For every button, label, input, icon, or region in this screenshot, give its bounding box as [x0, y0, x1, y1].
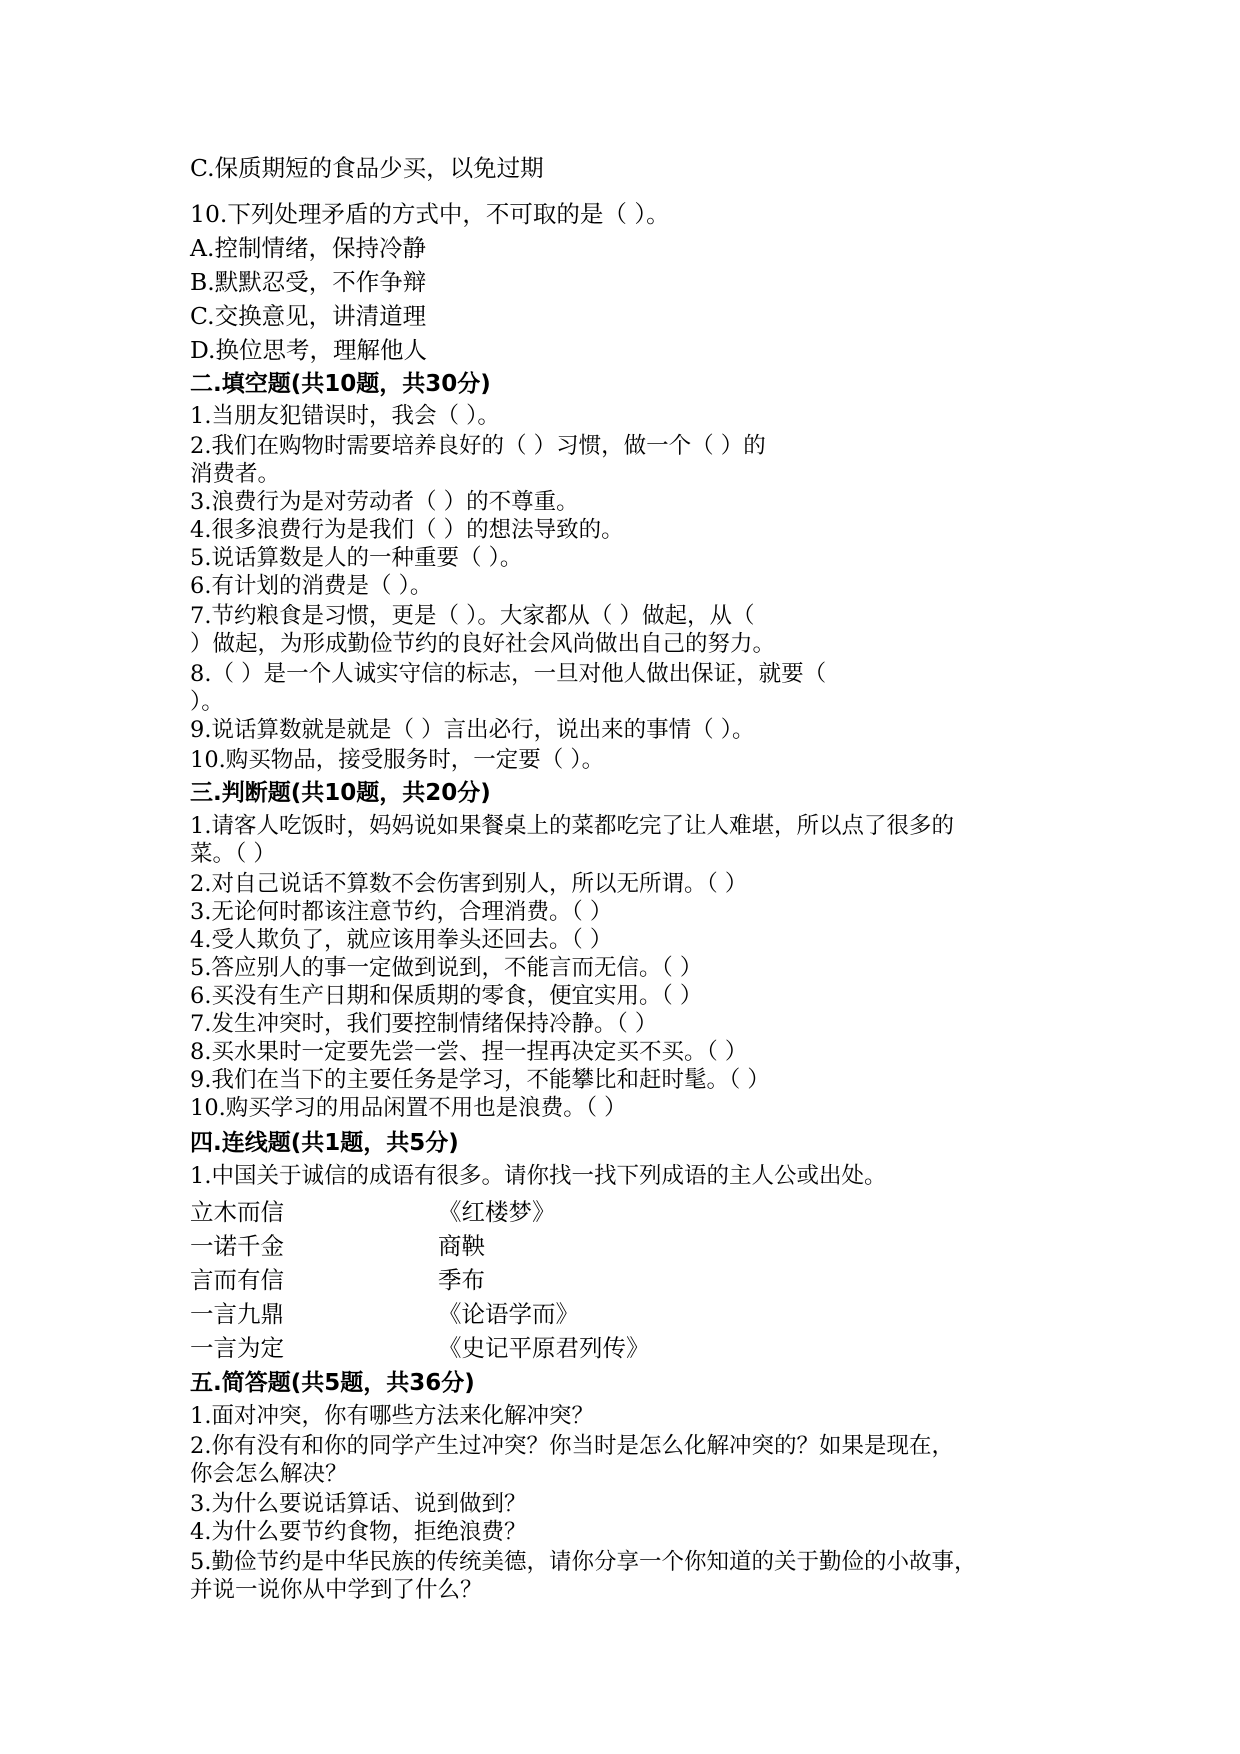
match-section-heading: 四.连线题(共1题，共5分) [190, 1130, 459, 1156]
fill-line: 2.我们在购物时需要培养良好的（ ）习惯，做一个（ ）的 [190, 433, 766, 459]
match-idiom[interactable]: 一言九鼎 [190, 1300, 284, 1328]
fill-line: 1.当朋友犯错误时，我会（ ）。 [190, 403, 500, 429]
short-line: 3.为什么要说话算话、说到做到？ [190, 1491, 527, 1517]
fill-line: ）。 [190, 689, 224, 715]
short-line: 5.勤俭节约是中华民族的传统美德，请你分享一个你知道的关于勤俭的小故事， [190, 1549, 977, 1575]
mc-q10-stem: 10.下列处理矛盾的方式中，不可取的是（ ）。 [190, 200, 670, 228]
judge-line: 2.对自己说话不算数不会伤害到别人，所以无所谓。（ ） [190, 871, 748, 897]
match-idiom[interactable]: 一诺千金 [190, 1232, 284, 1260]
match-row [190, 1196, 790, 1228]
mc-q10-option-b: B.默默忍受，不作争辩 [190, 268, 427, 296]
short-line: 2.你有没有和你的同学产生过冲突？你当时是怎么化解冲突的？如果是现在， [190, 1433, 954, 1459]
fill-line: 8.（ ）是一个人诚实守信的标志，一旦对他人做出保证，就要（ [190, 661, 827, 687]
short-line: 4.为什么要节约食物，拒绝浪费？ [190, 1519, 527, 1545]
judge-line: 5.答应别人的事一定做到说到，不能言而无信。（ ） [190, 955, 703, 981]
mc-q9-option-c: C.保质期短的食品少买，以免过期 [190, 154, 544, 182]
match-row [190, 1332, 790, 1364]
mc-q10-option-d: D.换位思考，理解他人 [190, 336, 427, 364]
match-idiom[interactable]: 言而有信 [190, 1266, 284, 1294]
fill-line: ）做起，为形成勤俭节约的良好社会风尚做出自己的努力。 [190, 631, 776, 657]
mc-q10-option-c: C.交换意见，讲清道理 [190, 302, 427, 330]
match-row [190, 1298, 790, 1330]
match-source[interactable]: 《红楼梦》 [438, 1198, 556, 1226]
judge-line: 7.发生冲突时，我们要控制情绪保持冷静。（ ） [190, 1011, 658, 1037]
match-source[interactable]: 商鞅 [438, 1232, 485, 1260]
judge-line: 8.买水果时一定要先尝一尝、捏一捏再决定买不买。（ ） [190, 1039, 748, 1065]
fill-section-heading: 二.填空题(共10题，共30分) [190, 371, 491, 397]
fill-line: 6.有计划的消费是（ ）。 [190, 573, 433, 599]
exam-page [190, 0, 1070, 1754]
short-line: 并说一说你从中学到了什么？ [190, 1577, 483, 1603]
match-row [190, 1230, 790, 1262]
fill-line: 3.浪费行为是对劳动者（ ）的不尊重。 [190, 489, 579, 515]
judge-line: 1.请客人吃饭时，妈妈说如果餐桌上的菜都吃完了让人难堪，所以点了很多的 [190, 813, 954, 839]
short-section-heading: 五.简答题(共5题，共36分) [190, 1370, 475, 1396]
judge-line: 3.无论何时都该注意节约，合理消费。（ ） [190, 899, 613, 925]
fill-line: 7.节约粮食是习惯，更是（ ）。大家都从（ ）做起，从（ [190, 603, 755, 629]
match-source[interactable]: 季布 [438, 1266, 485, 1294]
fill-line: 10.购买物品，接受服务时，一定要（ ）。 [190, 747, 605, 773]
judge-line: 菜。（ ） [190, 841, 276, 867]
judge-line: 9.我们在当下的主要任务是学习，不能攀比和赶时髦。（ ） [190, 1067, 770, 1093]
judge-line: 6.买没有生产日期和保质期的零食，便宜实用。（ ） [190, 983, 703, 1009]
judge-line: 4.受人欺负了，就应该用拳头还回去。（ ） [190, 927, 613, 953]
fill-line: 5.说话算数是人的一种重要（ ）。 [190, 545, 523, 571]
short-line: 你会怎么解决？ [190, 1461, 348, 1487]
judge-line: 10.购买学习的用品闲置不用也是浪费。（ ） [190, 1095, 627, 1121]
fill-line: 消费者。 [190, 461, 281, 487]
fill-line: 9.说话算数就是就是（ ）言出必行，说出来的事情（ ）。 [190, 717, 755, 743]
match-source[interactable]: 《史记平原君列传》 [438, 1334, 650, 1362]
mc-q10-option-a: A.控制情绪，保持冷静 [190, 234, 426, 262]
short-line: 1.面对冲突，你有哪些方法来化解冲突？ [190, 1403, 594, 1429]
match-idiom[interactable]: 一言为定 [190, 1334, 284, 1362]
match-source[interactable]: 《论语学而》 [438, 1300, 579, 1328]
match-idiom[interactable]: 立木而信 [190, 1198, 284, 1226]
fill-line: 4.很多浪费行为是我们（ ）的想法导致的。 [190, 517, 624, 543]
judge-section-heading: 三.判断题(共10题，共20分) [190, 780, 491, 806]
match-prompt: 1.中国关于诚信的成语有很多。请你找一找下列成语的主人公或出处。 [190, 1163, 887, 1189]
match-row [190, 1264, 790, 1296]
